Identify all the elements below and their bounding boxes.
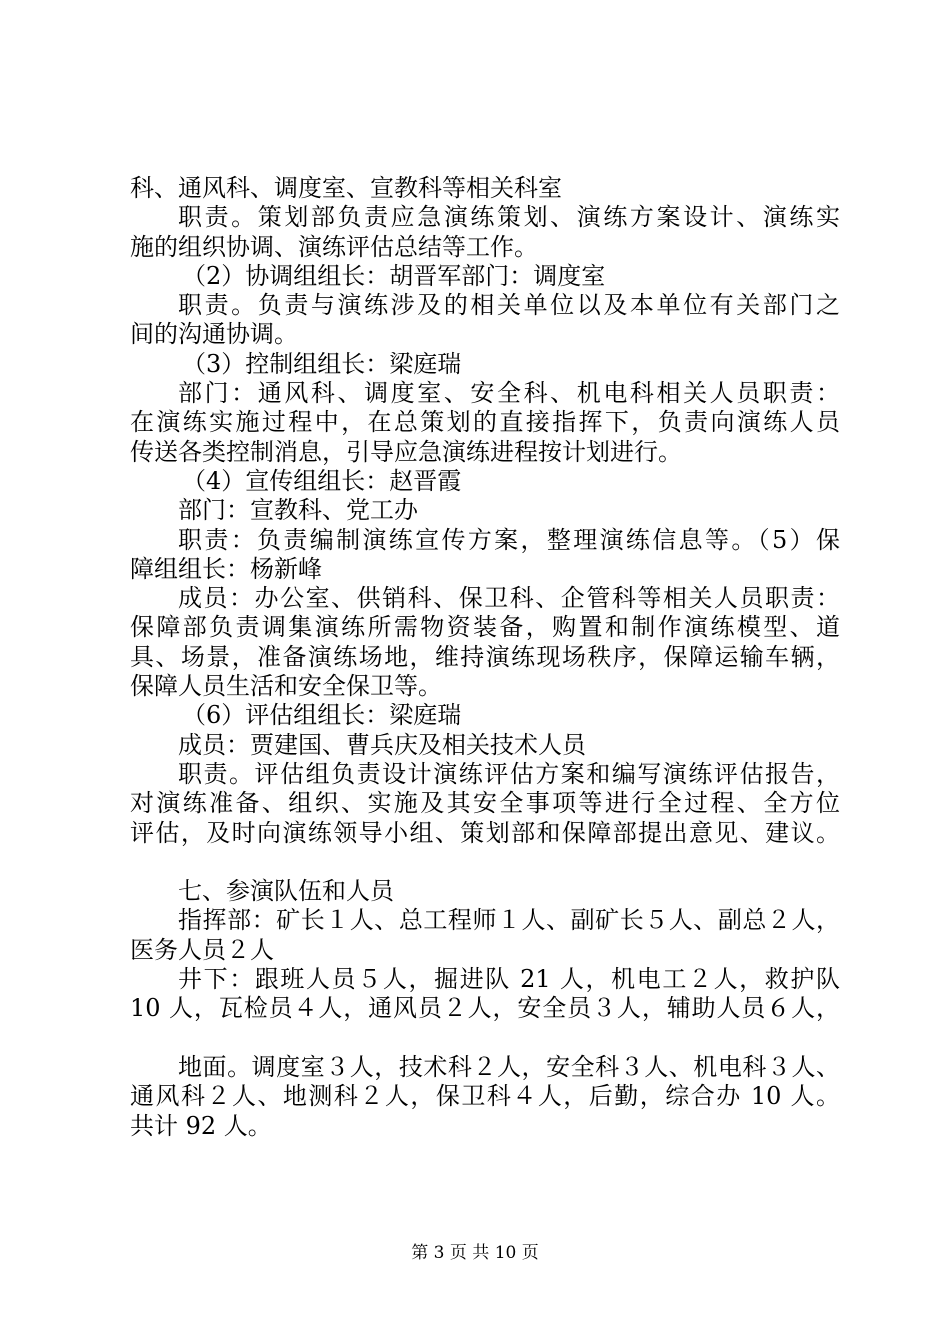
paragraph-gap [130,1024,840,1053]
text-line: 七、参演队伍和人员 [178,877,394,906]
text-line: 对演练准备、组织、实施及其安全事项等进行全过程、全方位 [130,789,840,818]
text-line: 井下：跟班人员５人，掘进队 21 人，机电工２人，救护队 [178,965,840,994]
text-line: 保障部负责调集演练所需物资装备，购置和制作演练模型、道 [130,613,840,642]
text-line: 10 人，瓦检员４人，通风员２人，安全员３人，辅助人员６人， [130,994,840,1023]
text-line: 职责。评估组负责设计演练评估方案和编写演练评估报告， [178,759,840,788]
text-line: 评估，及时向演练领导小组、策划部和保障部提出意见、建议。 [130,818,840,847]
text-line: 通风科２人、地测科２人，保卫科４人，后勤，综合办 10 人。 [130,1082,840,1111]
page-footer: 第 3 页 共 10 页 [411,1243,539,1263]
text-line: （3）控制组组长：梁庭瑞 [182,349,462,378]
text-line: 职责。策划部负责应急演练策划、演练方案设计、演练实 [178,203,840,232]
text-line: 职责：负责编制演练宣传方案，整理演练信息等。（5）保 [178,525,840,554]
text-line: 科、通风科、调度室、宣教科等相关科室 [130,174,562,202]
text-line: 部门：宣教科、党工办 [178,496,418,525]
text-line: 医务人员２人 [130,935,274,964]
text-line: 成员：贾建国、曹兵庆及相关技术人员 [178,730,586,759]
text-line: 传送各类控制消息，引导应急演练进程按计划进行。 [130,437,682,466]
text-line: 地面。调度室３人，技术科２人，安全科３人、机电科３人、 [178,1052,840,1081]
text-line: 具、场景，准备演练场地，维持演练现场秩序，保障运输车辆， [130,642,840,671]
text-line: （6）评估组组长：梁庭瑞 [182,701,462,730]
text-line: 职责。负责与演练涉及的相关单位以及本单位有关部门之 [178,291,840,320]
text-line: 障组组长：杨新峰 [130,554,322,583]
text-line: （4）宣传组组长：赵晋霞 [182,466,462,495]
paragraph-gap [130,848,840,877]
text-line: 共计 92 人。 [130,1111,272,1140]
text-line: 指挥部：矿长１人、总工程师１人、副矿长５人、副总２人， [178,906,840,935]
text-line: 间的沟通协调。 [130,320,298,349]
text-line: 在演练实施过程中，在总策划的直接指挥下，负责向演练人员 [130,408,840,437]
text-line: 部门：通风科、调度室、安全科、机电科相关人员职责： [178,379,840,408]
text-line: 保障人员生活和安全保卫等。 [130,672,442,701]
text-line: 成员：办公室、供销科、保卫科、企管科等相关人员职责： [178,584,840,613]
text-line: 施的组织协调、演练评估总结等工作。 [130,232,538,261]
document-body [130,174,840,1141]
text-line: （2）协调组组长：胡晋军部门：调度室 [182,261,606,290]
